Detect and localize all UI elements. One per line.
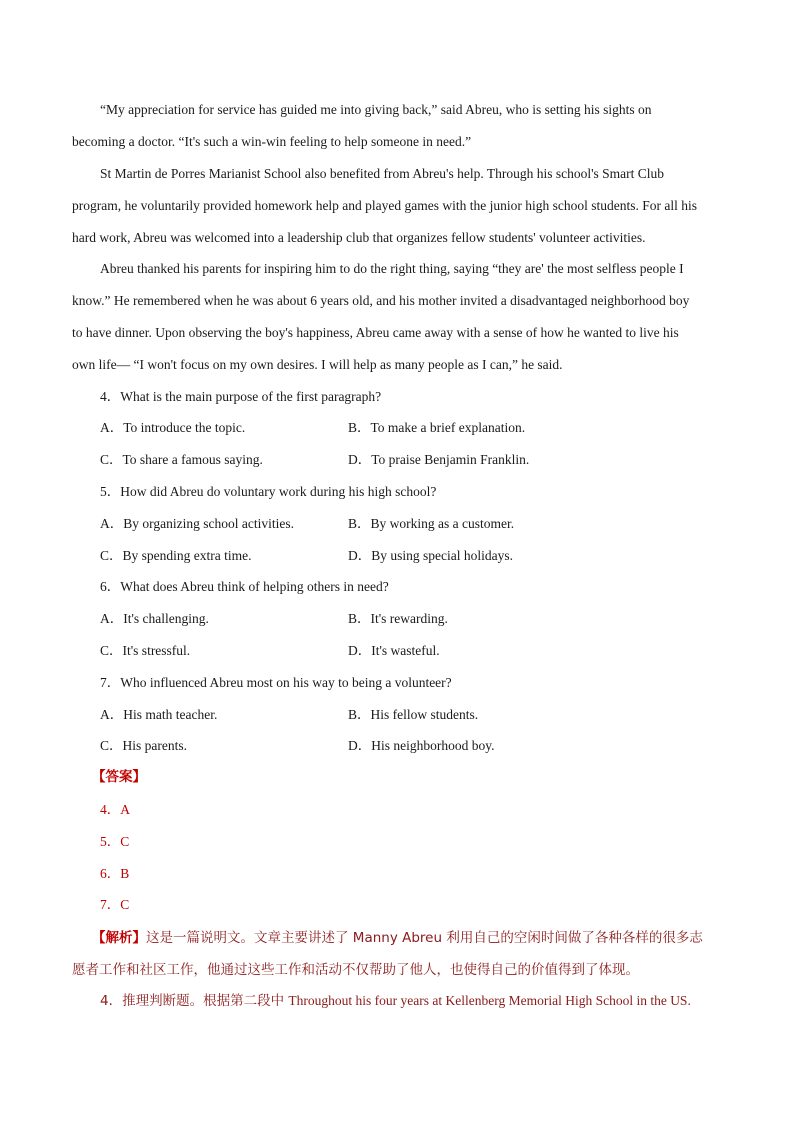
- question-6-option-a: A．It's challenging.: [100, 611, 209, 626]
- question-6-stem: 6．What does Abreu think of helping others in need?: [100, 579, 389, 594]
- answer-heading: 【答案】: [92, 769, 146, 785]
- question-5-option-d: D．By using special holidays.: [348, 548, 513, 563]
- question-6-option-d: D．It's wasteful.: [348, 643, 440, 658]
- question-5-option-a: A．By organizing school activities.: [100, 516, 294, 531]
- question-7-option-b: B．His fellow students.: [348, 707, 479, 722]
- question-7-option-a: A．His math teacher.: [100, 707, 218, 722]
- analysis-label: 【解析】: [92, 930, 146, 946]
- question-7-stem: 7．Who influenced Abreu most on his way to being a volunteer?: [100, 675, 452, 690]
- passage-p1-line1: “My appreciation for service has guided me into giving back,” said Abreu, who is setting his sights on: [100, 102, 652, 117]
- question-4-option-b: B．To make a brief explanation.: [348, 420, 526, 435]
- answer-5: 5．C: [100, 834, 130, 849]
- question-4-option-a: A．To introduce the topic.: [100, 420, 246, 435]
- passage-p1-line2: becoming a doctor. “It's such a win-win feeling to help someone in need.”: [72, 134, 472, 149]
- passage-p3-line1: Abreu thanked his parents for inspiring him to do the right thing, saying “they are' the most selfless people I: [100, 261, 684, 276]
- question-7-option-d: D．His neighborhood boy.: [348, 738, 495, 753]
- analysis-line3: [100, 992, 691, 1010]
- passage-p3-line3: to have dinner. Upon observing the boy's happiness, Abreu came away with a sense of how he wanted to live his: [72, 325, 679, 340]
- question-6-option-c: C．It's stressful.: [100, 643, 191, 658]
- analysis-line3-prefix: 4．推理判断题。根据第二段中: [100, 993, 289, 1009]
- question-7-option-c: C．His parents.: [100, 738, 187, 753]
- analysis-line3-quote: Throughout his four years at Kellenberg Memorial High School in the US.: [288, 993, 691, 1008]
- analysis-line1: [92, 929, 703, 947]
- analysis-text-line2: 愿者工作和社区工作，他通过这些工作和活动不仅帮助了他人，也使得自己的价值得到了体现。: [72, 962, 639, 978]
- passage-p3-line4: own life— “I won't focus on my own desires. I will help as many people as I can,” he said.: [72, 357, 563, 372]
- question-5-option-b: B．By working as a customer.: [348, 516, 515, 531]
- question-4-option-d: D．To praise Benjamin Franklin.: [348, 452, 530, 467]
- question-4-stem: 4．What is the main purpose of the first paragraph?: [100, 389, 382, 404]
- question-6-option-b: B．It's rewarding.: [348, 611, 448, 626]
- passage-p2-line3: hard work, Abreu was welcomed into a leadership club that organizes fellow students' volunteer activities.: [72, 230, 646, 245]
- question-5-stem: 5．How did Abreu do voluntary work during his high school?: [100, 484, 437, 499]
- answer-4: 4．A: [100, 802, 130, 817]
- passage-p3-line2: know.” He remembered when he was about 6 years old, and his mother invited a disadvantaged neighborhood boy: [72, 293, 690, 308]
- answer-6: 6．B: [100, 866, 130, 881]
- question-5-option-c: C．By spending extra time.: [100, 548, 252, 563]
- passage-p2-line2: program, he voluntarily provided homework help and played games with the junior high school students. For all his: [72, 198, 698, 213]
- passage-p2-line1: St Martin de Porres Marianist School also benefited from Abreu's help. Through his school's Smart Club: [100, 166, 665, 181]
- analysis-text-line1: 这是一篇说明文。文章主要讲述了 Manny Abreu 利用自己的空闲时间做了各种各样的很多志: [146, 930, 703, 946]
- answer-7: 7．C: [100, 897, 130, 912]
- question-4-option-c: C．To share a famous saying.: [100, 452, 263, 467]
